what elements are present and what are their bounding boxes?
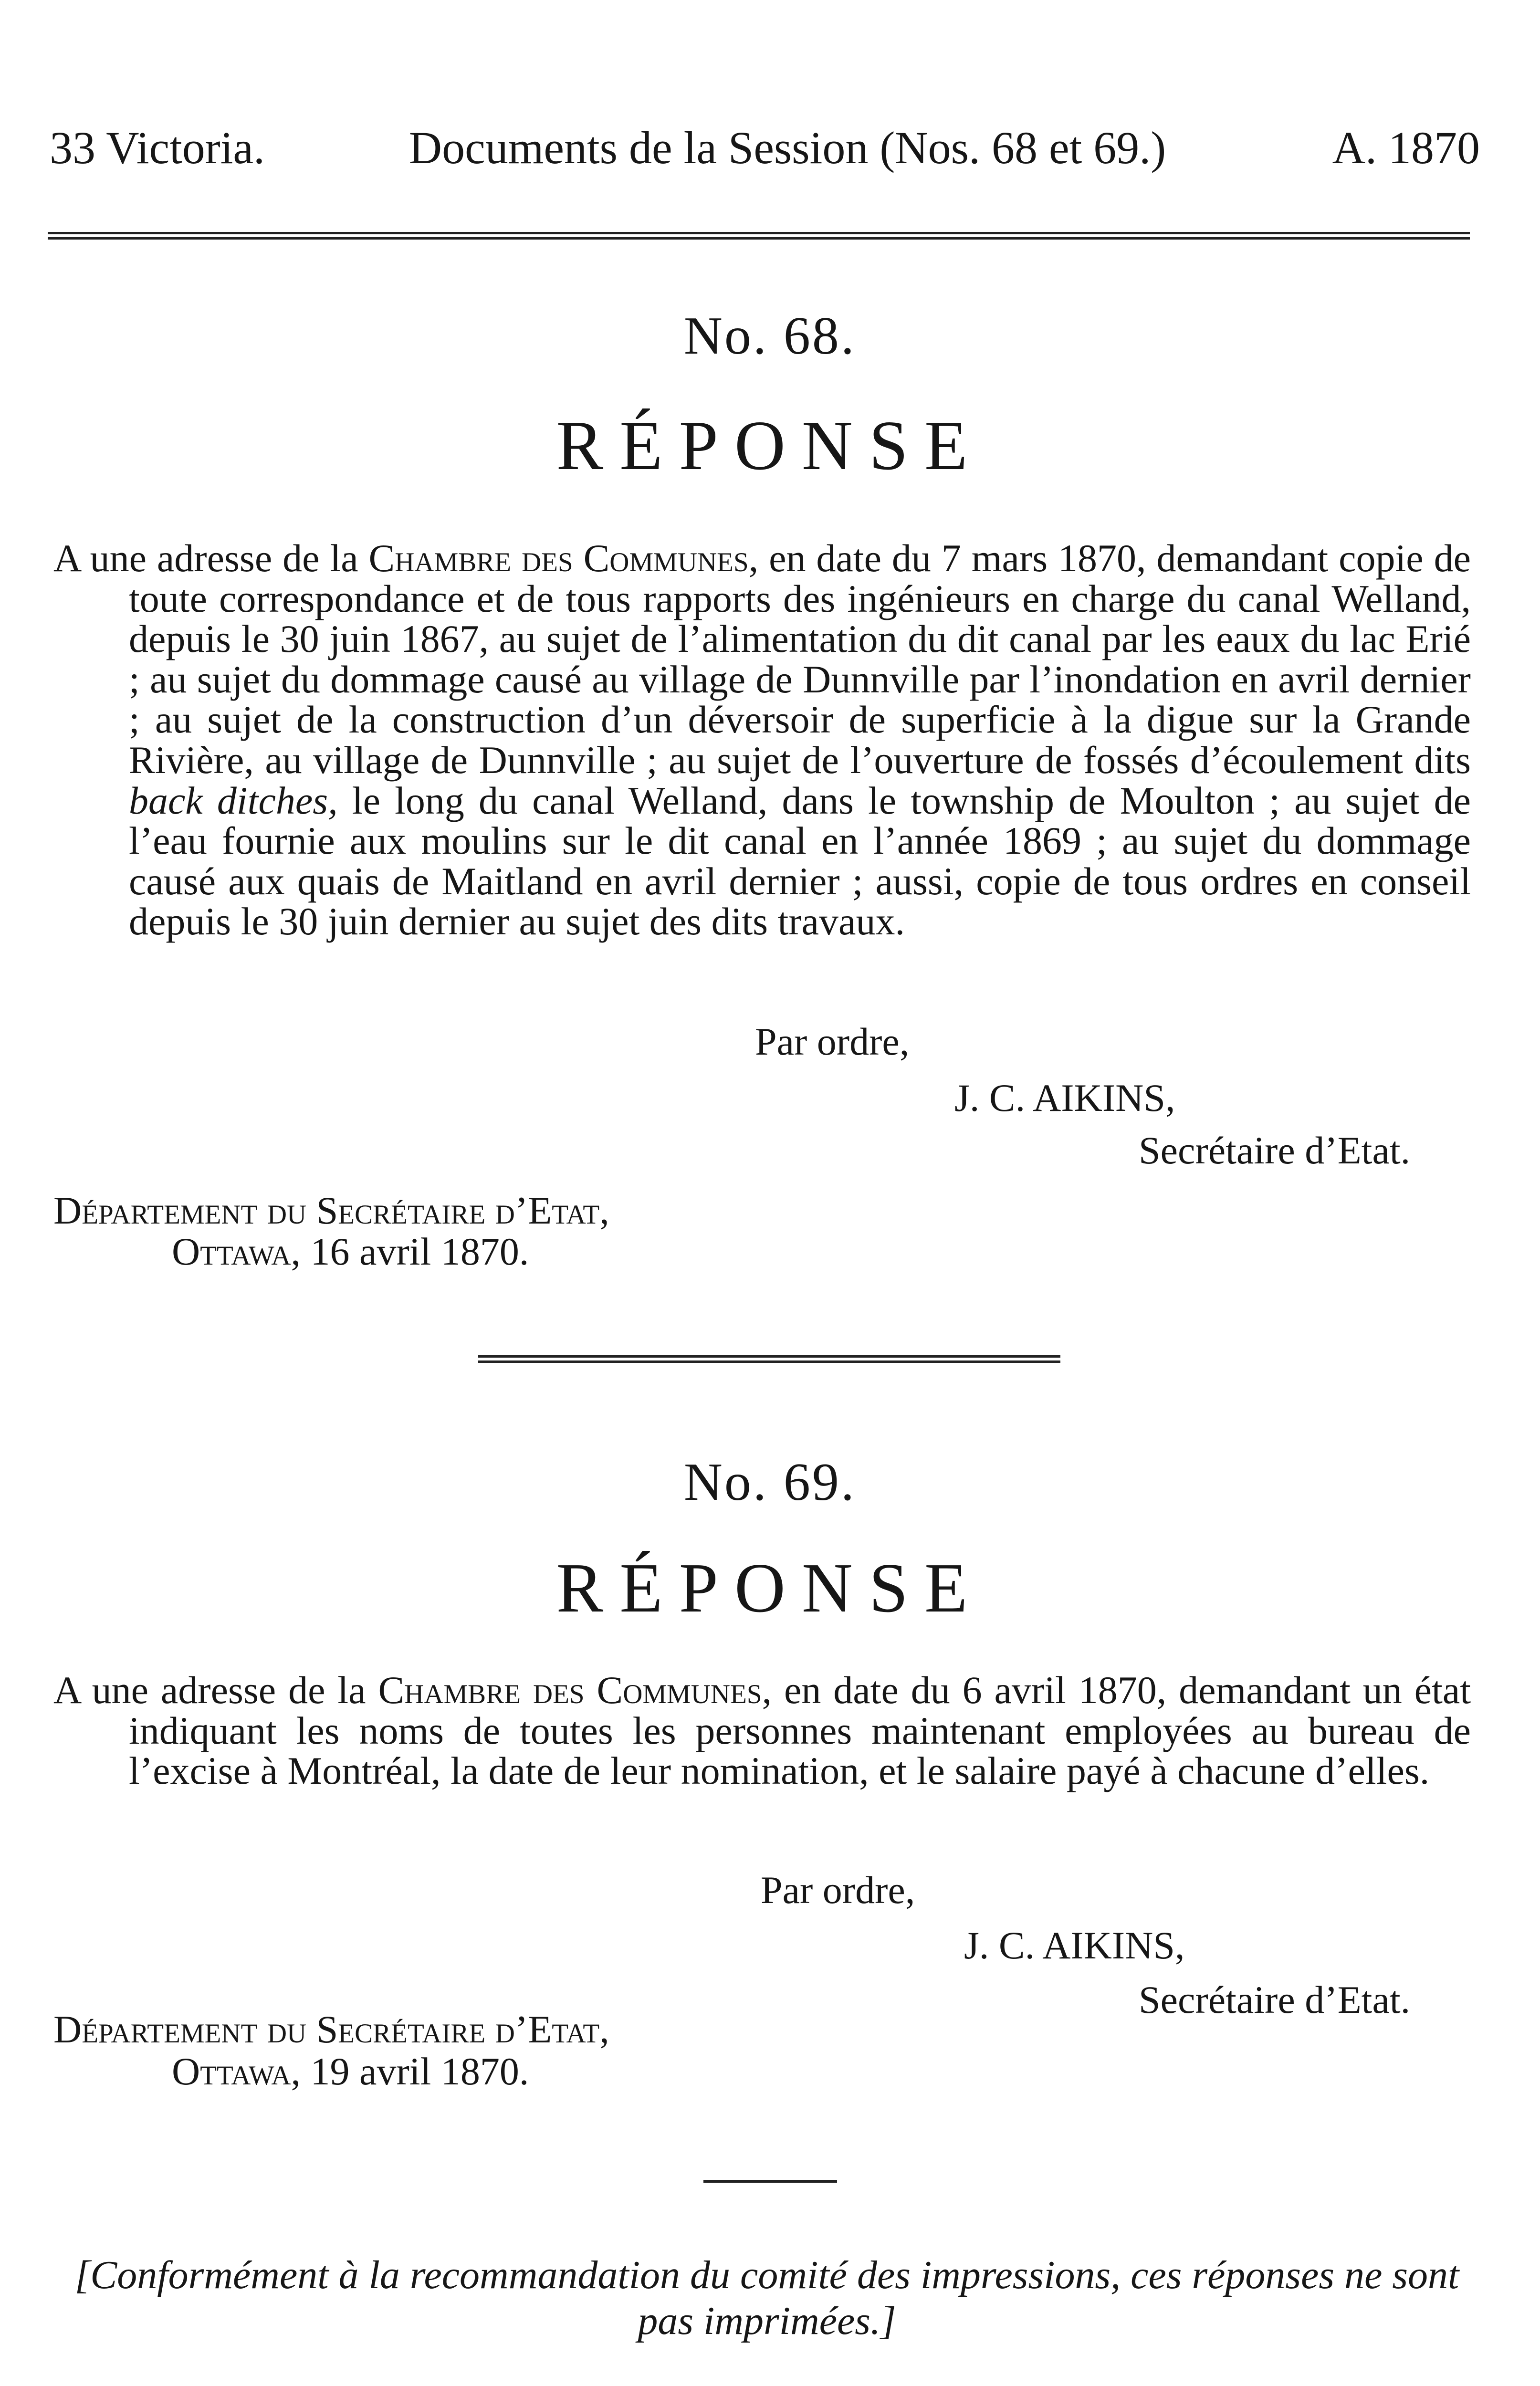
doc69-address-paragraph [53,1670,1471,1791]
doc68-title: RÉPONSE [556,407,984,485]
doc68-date: , 16 avril 1870. [291,1230,529,1273]
doc69-city: Ottawa [172,2050,291,2093]
header-document-title: Documents de la Session (Nos. 68 et 69.) [409,122,1166,173]
doc68-signatory-title: Secrétaire d’Etat. [1139,1129,1411,1172]
doc69-par-ordre: Par ordre, [761,1868,915,1912]
doc69-number: No. 69. [684,1453,856,1512]
footnote-not-printed: [Conformément à la recommandation du comité des impressions, ces réponses ne sont pas imprimées.] [74,2253,1459,2343]
doc68-address-text-a: , en date du 7 mars 1870, demandant copie de toute correspondance et de tous rapports des ingénieurs en charge du canal Welland, depuis le 30 juin 1867, au sujet de l’alimentation du dit canal par les eaux du lac Erié ; au sujet du dommage causé au village de Dunnville par l’inondation en avril dernier ; au sujet de la construction d’un déversoir de superficie à la digue sur la Grande Rivière, au village de Dunnville ; au sujet de l’ouverture de fossés d’écoulement dits [129,536,1471,782]
doc68-address-chamber: Chambre des Communes [368,536,749,580]
doc68-address-italic: back ditches, [129,778,338,822]
doc69-signatory: J. C. AIKINS, [964,1924,1185,1967]
footnote-rule [703,2180,837,2183]
doc68-address-paragraph [53,538,1471,942]
section-double-rule [478,1355,1060,1363]
doc69-signatory-title: Secrétaire d’Etat. [1139,1978,1411,2021]
doc68-par-ordre: Par ordre, [755,1020,910,1063]
header-double-rule [48,232,1470,240]
doc69-place-date [172,2052,529,2091]
doc68-address-text-b: le long du canal Welland, dans le township de Moulton ; au sujet de l’eau fournie aux moulins sur le dit canal en l’année 1869 ; au sujet du dommage causé aux quais de Maitland en avril dernier ; aussi, copie de tous ordres en conseil depuis le 30 juin dernier au sujet des dits travaux. [129,778,1471,943]
doc69-address-before: A une adresse de la [53,1668,378,1712]
doc68-number: No. 68. [684,306,856,366]
doc68-department: Département du Secrétaire d’Etat, [53,1189,609,1232]
doc69-address-chamber: Chambre des Communes [378,1668,762,1712]
doc68-city: Ottawa [172,1230,291,1273]
doc68-signatory: J. C. AIKINS, [954,1076,1175,1120]
doc68-place-date [172,1232,529,1271]
doc69-date: , 19 avril 1870. [291,2050,529,2093]
doc69-department: Département du Secrétaire d’Etat, [53,2008,609,2051]
header-year: A. 1870 [1332,122,1480,173]
doc69-address-text: , en date du 6 avril 1870, demandant un état indiquant les noms de toutes les personnes maintenant employées au bureau de l’excise à Montréal, la date de leur nomination, et le salaire payé à chacune d’elles. [129,1668,1471,1793]
doc69-title: RÉPONSE [556,1549,984,1627]
doc68-address-before: A une adresse de la [53,536,369,580]
header-session-year: 33 Victoria. [50,122,265,173]
